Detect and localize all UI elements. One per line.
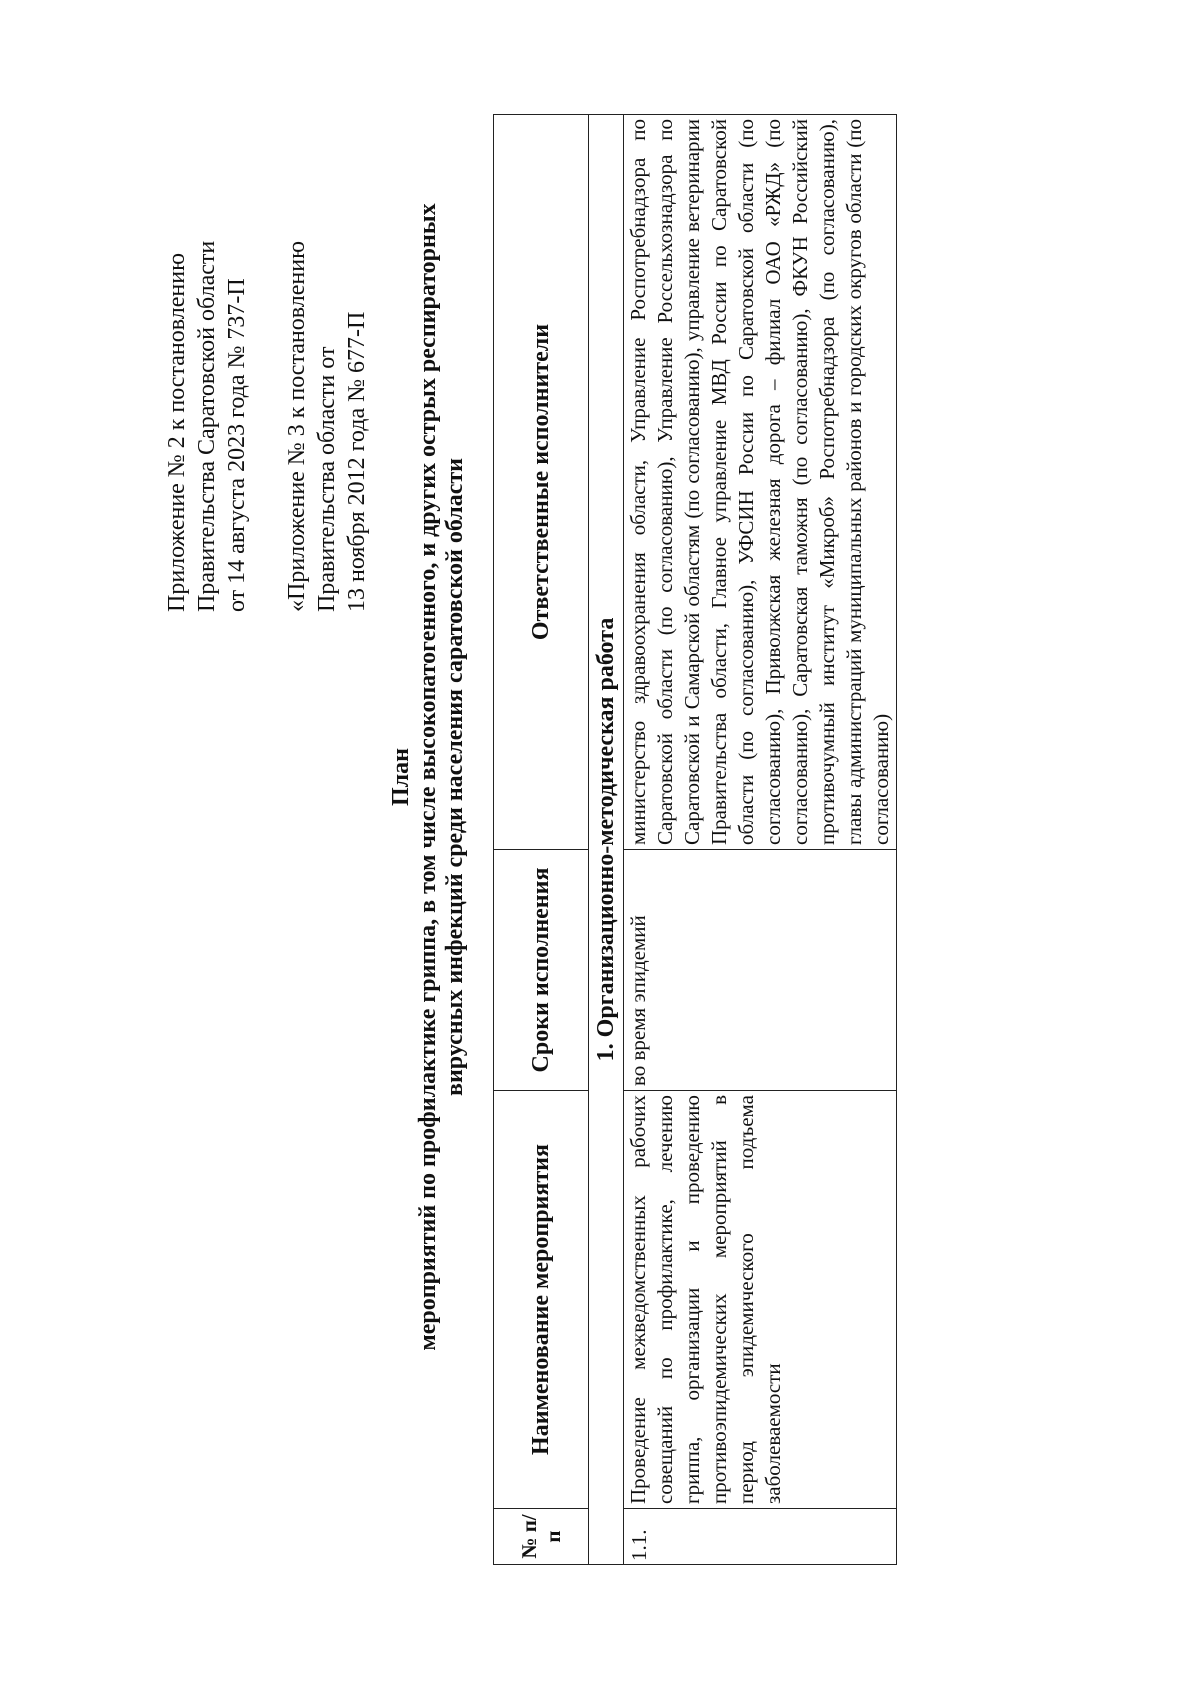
table-row: [624, 115, 897, 1565]
appendix-old-line1: «Приложение № 3 к постановлению: [284, 240, 310, 612]
appendix-note-old: [282, 241, 372, 612]
row-num: 1.1.: [624, 1509, 897, 1565]
appendix-new-line1: Приложение № 2 к постановлению: [164, 252, 190, 612]
appendix-new-line3: от 14 августа 2023 года № 737-П: [224, 278, 250, 612]
appendix-note-new: [162, 241, 252, 612]
header-num: № п/п: [494, 1509, 589, 1565]
appendix-new-line2: Правительства Саратовской области: [194, 240, 220, 612]
row-name: Проведение межведомственных рабочих совещаний по профилактике, лечению гриппа, организации и проведению противоэпидемических мероприятий в период эпидемического подъема заболеваемости: [624, 1091, 897, 1509]
section-title: 1. Организационно-методическая работа: [589, 115, 624, 1565]
appendix-old-line2: Правительства области от: [314, 346, 340, 612]
row-deadline: во время эпидемий: [624, 850, 897, 1091]
plan-subtitle-line1: мероприятий по профилактике гриппа, в том числе высокопатогенного, и других острых респираторных: [415, 203, 441, 1351]
table-header-row: [494, 115, 589, 1565]
plan-title: План: [388, 748, 414, 806]
header-name: Наименование мероприятия: [494, 1091, 589, 1509]
section-row: [589, 115, 624, 1565]
header-deadline: Сроки исполнения: [494, 850, 589, 1091]
plan-table: [493, 114, 897, 1565]
header-executors: Ответственные исполнители: [494, 115, 589, 850]
appendix-old-line3: 13 ноября 2012 года № 677-П: [344, 311, 370, 612]
plan-subtitle-line2: вирусных инфекций среди населения саратовской области: [442, 458, 468, 1096]
plan-title-block: [388, 57, 469, 1497]
row-executors: министерство здравоохранения области, Управление Роспотребнадзора по Саратовской области (по согласованию), Управление Россельхознадзора по Саратовской и Самарской областям (по согласованию), управление ветеринарии Правительства области, Главное управление МВД России по Саратовской области (по согласованию), УФСИН России по Саратовской области (по согласованию), Приволжская железная дорога – филиал ОАО «РЖД» (по согласованию), Саратовская таможня (по согласованию), ФКУН Российский противочумный институт «Микроб» Роспотребнадзора (по согласованию), главы администраций муниципальных районов и городских округов области (по согласованию): [624, 115, 897, 850]
